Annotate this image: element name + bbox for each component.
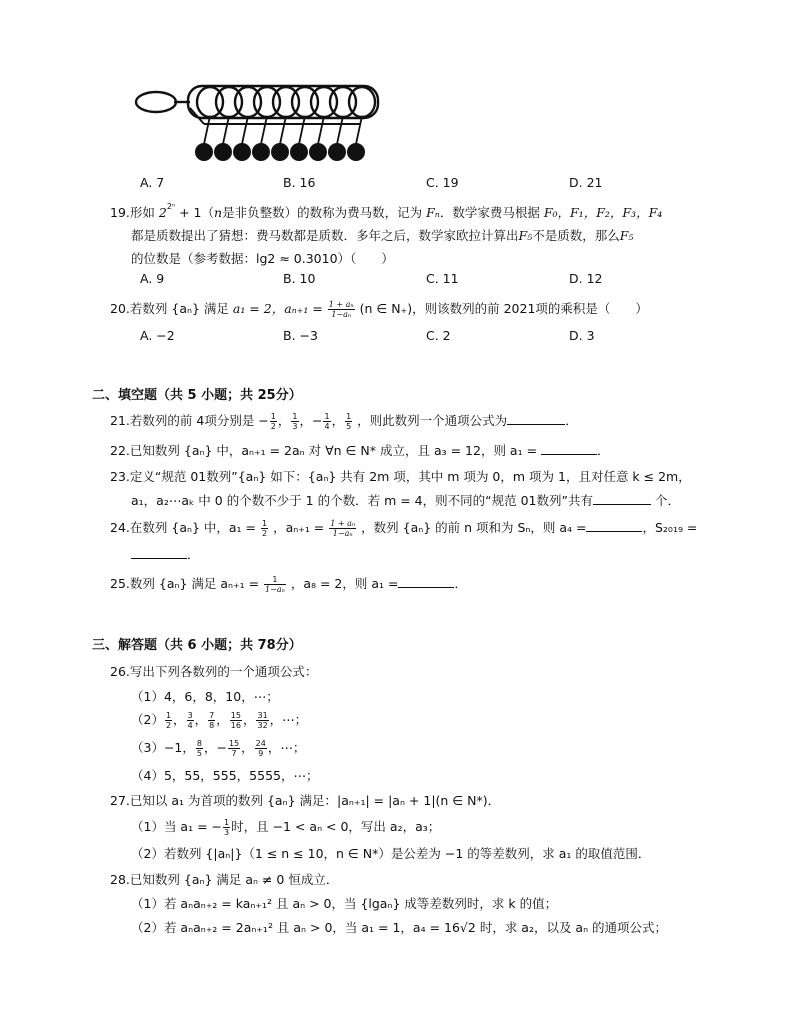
q26-p2-term-num: 1: [165, 711, 172, 720]
ring-rod: [280, 116, 286, 144]
q26-p3-term-den: 5: [196, 749, 202, 758]
q21-term-num: 1: [270, 412, 276, 421]
q24-f1-num: 1: [262, 519, 268, 528]
q20-line: [110, 299, 648, 319]
q19-text-d: ．数学家费马根据: [439, 205, 540, 220]
q19-line2: [131, 226, 633, 244]
q21-pre: 若数列的前 4项分别是: [129, 413, 255, 428]
q20-cond: (n ∈ N₊): [359, 301, 413, 316]
q19-exponent: 2ⁿ: [166, 201, 176, 211]
q27-frac-den: 3: [224, 828, 230, 837]
q25-answer-blank[interactable]: [398, 576, 454, 588]
q19-option-b[interactable]: B. 10: [283, 271, 316, 286]
q19-line1: [110, 203, 662, 221]
q18-option-d[interactable]: D. 21: [569, 175, 603, 190]
q26-p3-label: （3）−1，: [131, 740, 195, 755]
q21-line: [110, 411, 578, 431]
q19-f5: F₅: [518, 228, 533, 243]
ring-rod: [223, 116, 229, 144]
q26-p3-terms: [195, 739, 268, 758]
q28-part2: （2）若 aₙaₙ₊₂ = 2aₙ₊₁² 且 aₙ > 0，当 a₁ = 1，a₄ = 16√2 时，求 a₂，以及 aₙ 的通项公式；: [131, 920, 668, 935]
q22-text: 已知数列 {aₙ} 中，aₙ₊₁ = 2aₙ 对 ∀n ∈ N* 成立，且 a₃ = 12，则 a₁ =: [129, 443, 538, 458]
q19-n: n: [214, 205, 223, 220]
q26-p3-term-den: 9: [258, 749, 264, 758]
ring-ball: [309, 143, 327, 161]
q21-term-num: 1: [292, 412, 298, 421]
q28-part1: （1）若 aₙaₙ₊₂ = kaₙ₊₁² 且 aₙ > 0，当 {lgaₙ} 成等差数列时，求 k 的值；: [131, 896, 558, 911]
q21-term: [270, 412, 277, 431]
q21-term-den: 5: [346, 422, 352, 431]
q26-p2-term-den: 16: [230, 721, 241, 730]
q27-part1: [131, 817, 440, 837]
ring-ball: [195, 143, 213, 161]
q26-number: 26.: [110, 664, 130, 679]
q23-line1: [110, 467, 691, 485]
q18-option-c[interactable]: C. 19: [426, 175, 459, 190]
q26-p2-sep: ，: [216, 712, 229, 727]
q20-option-d[interactable]: D. 3: [569, 328, 595, 343]
q25-frac-den: 1−aₙ: [265, 585, 285, 594]
q25-pre: 数列 {aₙ} 满足 aₙ₊₁ =: [129, 576, 260, 591]
q23-line1-text: 定义“规范 01数列”{aₙ} 如下：{aₙ} 共有 2m 项，其中 m 项为 0，m 项为 1，且对任意 k ≤ 2m，: [129, 469, 691, 484]
q26-p2-sep: ，: [242, 712, 256, 727]
q26-p2-term-den: 32: [257, 721, 268, 730]
q23-line2: [131, 491, 680, 509]
q20-option-b[interactable]: B. −3: [283, 328, 318, 343]
q26-p2-term-den: 8: [209, 721, 215, 730]
q21-term-num: 1: [346, 412, 352, 421]
q26-p3-term-num: 15: [228, 739, 240, 748]
q24-end: ．: [187, 547, 200, 562]
q26-p3-term-num: 8: [196, 739, 202, 748]
q19-option-a[interactable]: A. 9: [140, 271, 165, 286]
q28-title-text: 已知数列 {aₙ} 满足 aₙ ≠ 0 恒成立．: [129, 872, 339, 887]
q21-term-den: 4: [324, 422, 330, 431]
q26-p2-term-num: 7: [209, 711, 215, 720]
q27-part2: （2）若数列 {|aₙ|}（1 ≤ n ≤ 10，n ∈ N*）是公差为 −1 的等差数列，求 a₁ 的取值范围．: [131, 846, 651, 861]
q19-fn: Fₙ: [426, 205, 440, 220]
q26-p3-term-num: 24: [255, 739, 266, 748]
q25-frac: [264, 575, 286, 594]
q23-number: 23.: [110, 469, 130, 484]
q26-title: [110, 662, 317, 680]
q21-term-num: 1: [324, 412, 330, 421]
q23-line2-text: a₁，a₂⋯aₖ 中 0 的个数不少于 1 的个数．若 m = 4，则不同的“规范 01数列”共有: [131, 493, 593, 508]
q26-p2-sep: ，: [173, 712, 186, 727]
q26-p3-term-den: 7: [231, 749, 237, 758]
ring-ball: [271, 143, 289, 161]
q25-line: [110, 574, 467, 594]
q26-p3-sep: ，: [241, 740, 254, 755]
q26-p2-term-num: 3: [187, 711, 193, 720]
q26-p2-term: [187, 711, 194, 730]
q24-number: 24.: [110, 520, 130, 535]
q20-frac-den: 1−aₙ: [331, 310, 352, 319]
ring-rod: [261, 116, 267, 144]
q20-a1: a₁ = 2，aₙ₊₁ =: [232, 301, 323, 316]
q19-fermat-seq: F₀，F₁，F₂，F₃，F₄: [543, 205, 663, 220]
q20-frac-num: 1 + aₙ: [328, 300, 354, 309]
q21-term-den: 2: [270, 422, 276, 431]
q19-line2b: 不是质数，那么: [532, 228, 620, 243]
q21-term: [291, 412, 298, 431]
q26-p2-term: [208, 711, 215, 730]
q26-part4: （4）5，55，555，5555，⋯；: [131, 768, 319, 783]
q26-p3-sep: ，−: [203, 740, 227, 755]
q21-sep: ，: [277, 413, 291, 428]
q26-part1: （1）4，6，8，10，⋯；: [131, 689, 279, 704]
q26-title-text: 写出下列各数列的一个通项公式：: [129, 664, 318, 679]
q24-post: ，数列 {aₙ} 的前 n 项和为 Sₙ，则 a₄ =: [361, 520, 587, 535]
q21-number: 21.: [110, 413, 130, 428]
q27-frac-num: 1: [224, 818, 230, 827]
q25-post: ，a₈ = 2，则 a₁ =: [290, 576, 399, 591]
q20-option-a[interactable]: A. −2: [140, 328, 175, 343]
ring: [349, 87, 375, 117]
q28-number: 28.: [110, 872, 130, 887]
q26-part2: [131, 710, 307, 730]
q21-term: [345, 412, 352, 431]
q26-p2-label: （2）: [131, 712, 164, 727]
chinese-rings-figure: [130, 78, 386, 168]
ring-ball: [328, 143, 346, 161]
q24-line2: [131, 545, 200, 563]
q24-s: ，S₂₀₁₉ =: [642, 520, 698, 535]
q26-p2-term: [230, 711, 242, 730]
q20-post: ，则该数列的前 2021项的乘积是（ ）: [412, 301, 648, 316]
q26-p2-term: [256, 711, 268, 730]
q24-frac1: [261, 519, 268, 538]
q21-sep: −: [258, 413, 269, 428]
q19-base: 2: [158, 205, 167, 220]
ring-rod: [242, 116, 248, 144]
q19-line2-text: 都是质数提出了猜想：费马数都是质数．多年之后，数学家欧拉计算出: [131, 228, 519, 243]
q26-p3-term: [228, 739, 240, 758]
ring-rod: [318, 116, 324, 144]
q26-p2-terms: [164, 711, 270, 730]
q24-f2-den: 1−aₙ: [332, 529, 353, 538]
ring-ball: [290, 143, 308, 161]
q26-p2-term-den: 2: [165, 721, 172, 730]
q27-title: [110, 791, 500, 809]
q26-p2-term: [165, 711, 172, 730]
q23-answer-blank[interactable]: [593, 493, 651, 505]
q18-option-a[interactable]: A. 7: [140, 175, 165, 190]
q22-end: ．: [597, 443, 610, 458]
q22-answer-blank[interactable]: [541, 443, 597, 455]
q20-option-c[interactable]: C. 2: [426, 328, 451, 343]
q27-p1b: 时，且 −1 < aₙ < 0，写出 a₂，a₃；: [231, 819, 441, 834]
section-3-title: 三、解答题（共 6 小题；共 78分）: [92, 638, 302, 653]
q25-end: ．: [454, 576, 467, 591]
q19-option-d[interactable]: D. 12: [569, 271, 603, 286]
q26-p3-end: ，⋯；: [267, 740, 306, 755]
ring-ball: [347, 143, 365, 161]
q24-answer-blank-a4[interactable]: [586, 520, 642, 532]
q24-answer-blank-s2019[interactable]: [131, 547, 187, 559]
q21-post: ，则此数列一个通项公式为: [357, 413, 508, 428]
ring-rod: [356, 116, 362, 144]
q21-sep: ，: [331, 413, 345, 428]
q21-term: [323, 412, 330, 431]
ring-rod: [204, 116, 210, 144]
ring-rod: [299, 116, 305, 144]
q19-option-c[interactable]: C. 11: [426, 271, 459, 286]
q20-pre: 若数列 {aₙ} 满足: [129, 301, 229, 316]
q23-end: 个．: [654, 493, 680, 508]
q20-number: 20.: [110, 301, 130, 316]
q21-end: ．: [565, 413, 578, 428]
ring-ball: [214, 143, 232, 161]
q24-frac2: [329, 519, 356, 538]
q26-p3-term: [196, 739, 203, 758]
q24-f1-den: 2: [262, 529, 268, 538]
q27-title-text: 已知以 a₁ 为首项的数列 {aₙ} 满足：|aₙ₊₁| = |aₙ + 1|(n ∈ N*)．: [129, 793, 501, 808]
q26-p2-term-num: 31: [257, 711, 268, 720]
q24-line1: [110, 518, 697, 538]
q18-option-b[interactable]: B. 16: [283, 175, 316, 190]
q24-f2-num: 1 + aₙ: [330, 519, 356, 528]
ring-ball: [233, 143, 251, 161]
q26-p3-term: [255, 739, 267, 758]
q24-mid: ，aₙ₊₁ =: [273, 520, 325, 535]
q19-number: 19.: [110, 205, 130, 220]
q22-number: 22.: [110, 443, 130, 458]
q27-p1a: （1）当 a₁ = −: [131, 819, 222, 834]
q19-line3: 的位数是（参考数据：lg2 ≈ 0.3010）（ ）: [131, 251, 394, 266]
q19-f5-b: F₅: [619, 228, 634, 243]
q27-frac: [223, 818, 230, 837]
q21-answer-blank[interactable]: [507, 413, 565, 425]
q26-part3: [131, 738, 305, 758]
q19-text-a: 形如: [129, 205, 155, 220]
q27-number: 27.: [110, 793, 130, 808]
q19-text-b: + 1（: [179, 205, 215, 220]
q26-p2-sep: ，: [194, 712, 208, 727]
q26-p2-end: ，⋯；: [269, 712, 308, 727]
q21-term-den: 3: [292, 422, 298, 431]
section-2-title: 二、填空题（共 5 小题；共 25分）: [92, 388, 302, 403]
q21-terms: [258, 412, 353, 431]
q21-sep: ，−: [299, 413, 323, 428]
q25-frac-num: 1: [264, 575, 286, 585]
q19-text-c: 是非负整数）的数称为费马数，记为: [222, 205, 423, 220]
ring-ball: [252, 143, 270, 161]
q24-pre: 在数列 {aₙ} 中，a₁ =: [129, 520, 257, 535]
q20-fraction: [328, 300, 355, 319]
q22-line: [110, 441, 610, 459]
q26-p2-term-den: 4: [187, 721, 193, 730]
q28-title: [110, 870, 338, 888]
q25-number: 25.: [110, 576, 130, 591]
q26-p2-term-num: 15: [230, 711, 241, 720]
ring-rod: [337, 116, 343, 144]
